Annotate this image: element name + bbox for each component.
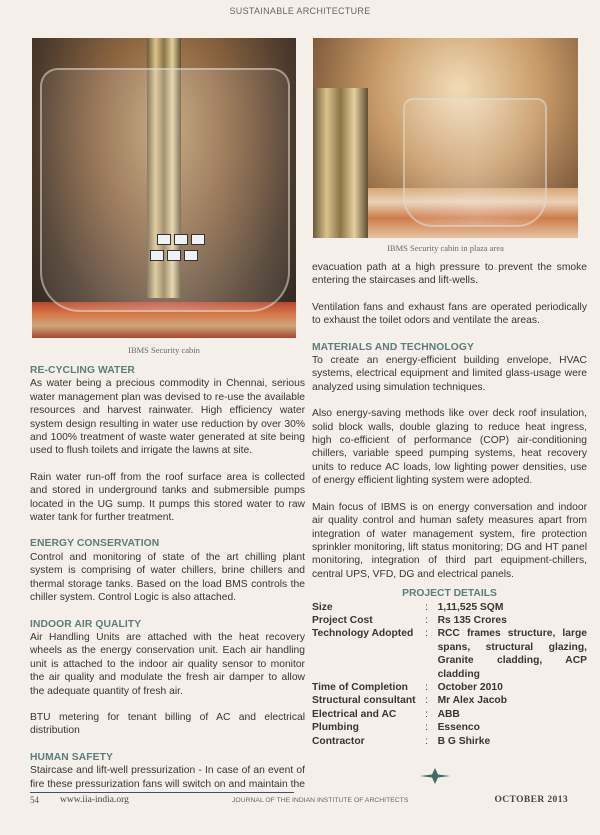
issue-date: OCTOBER 2013: [494, 795, 568, 805]
project-details-row: [312, 721, 587, 734]
photo-monitor: [191, 234, 205, 245]
photo-security-cabin: [32, 38, 296, 338]
detail-label: Electrical and AC: [312, 708, 397, 720]
project-details-title: PROJECT DETAILS: [402, 588, 497, 600]
detail-value: Essenco: [437, 722, 480, 734]
detail-label: Plumbing: [312, 722, 359, 734]
photo-monitor: [184, 250, 198, 261]
project-details-row: [312, 735, 587, 748]
section-heading-recycling-water: RE-CYCLING WATER: [30, 365, 135, 376]
paragraph: Also energy-saving methods like over deck roof insulation, solid block walls, double glazing to reduce heat ingress, high co-efficient of performance (COP) air-conditioning chillers, variable speed pumping systems, heat recovery units to reduce AC loads, low lighting power densities, use of energy efficient lighting system were adopted.: [312, 408, 587, 487]
paragraph: Staircase and lift-well pressurization - In case of an event of fire these pressurization fans will switch on and maintain the: [30, 765, 305, 790]
detail-label: Contractor: [312, 735, 365, 747]
detail-separator: :: [425, 628, 428, 640]
project-details-row: [312, 694, 587, 707]
photo-monitor: [157, 234, 171, 245]
project-details-row: [312, 627, 587, 681]
detail-value: RCC frames structure, large spans, structural glazing, Granite cladding, ACP cladding: [437, 628, 587, 680]
journal-name: JOURNAL OF THE INDIAN INSTITUTE OF ARCHITECTS: [232, 797, 409, 804]
paragraph: To create an energy-efficient building envelope, HVAC systems, electrical equipment and limited glass-usage were analyzed using simulation techniques.: [312, 355, 587, 393]
detail-label: Technology Adopted: [312, 628, 414, 640]
figure-caption: IBMS Security cabin: [128, 345, 200, 355]
detail-label: Structural consultant: [312, 695, 416, 707]
detail-value: October 2010: [437, 681, 503, 693]
footer-rule: [30, 792, 294, 793]
paragraph: Air Handling Units are attached with the heat recovery wheels as the energy conservation unit. Each air handling unit is attached to the indoor air quality sensor to monitor the air quality and modulate the fresh air damper to allow the adequate quantity of fresh air.: [30, 631, 305, 697]
detail-value: Mr Alex Jacob: [437, 695, 507, 707]
detail-separator: :: [425, 722, 428, 734]
paragraph: Rain water run-off from the roof surface area is collected and stored in underground tanks and submersible pumps located in the UG sump. It pumps this stored water to raw water tank for further treatment.: [30, 471, 305, 524]
detail-value: B G Shirke: [437, 735, 491, 747]
photo-monitor: [150, 250, 164, 261]
paragraph-continued: evacuation path at a high pressure to prevent the smoke entering the staircases and lift-wells.: [312, 262, 587, 287]
section-heading-human-safety: HUMAN SAFETY: [30, 751, 114, 763]
project-details-row: [312, 681, 587, 694]
paragraph: Main focus of IBMS is on energy conversation and indoor air quality control and human safety measures apart from integration of water management system, fire protection sprinkler monitoring, lift status monitoring; DG and HT panel monitoring, integration of third part equipment-chillers, central UPS, VFD, DG and electrical panels.: [312, 501, 587, 580]
paragraph: As water being a precious commodity in Chennai, serious water management plan was devised to re-use the available resources and harvest rainwater. High efficiency water system design resulting in water use reduction by over 30% and 100% treatment of waste water generated at site being used to flush toilets and irrigate the lawns at site.: [30, 378, 305, 457]
figure-caption: IBMS Security cabin in plaza area: [387, 243, 504, 253]
photo-security-cabin-plaza: [313, 38, 578, 238]
website-link[interactable]: www.iia-india.org: [60, 795, 129, 805]
detail-label: Project Cost: [312, 614, 373, 626]
running-head: SUSTAINABLE ARCHITECTURE: [229, 6, 371, 16]
detail-separator: :: [425, 614, 428, 626]
photo-pillar: [313, 88, 368, 238]
photo-glass-cabin: [40, 68, 290, 312]
section-heading-indoor-air-quality: INDOOR AIR QUALITY: [30, 618, 142, 630]
detail-separator: :: [425, 708, 428, 720]
paragraph: Control and monitoring of state of the art chilling plant system is comprising of water chillers, brine chillers and thermal storage tanks. Based on the load BMS controls the chiller system. Control Logic is also attached.: [30, 551, 305, 604]
detail-label: Size: [312, 601, 333, 613]
project-details-table: [312, 601, 587, 748]
detail-separator: :: [425, 695, 428, 707]
page-number: 54: [30, 795, 39, 805]
photo-monitor: [167, 250, 181, 261]
project-details-row: [312, 708, 587, 721]
paragraph: Ventilation fans and exhaust fans are operated periodically to exhaust the toilet odors and ventilate the areas.: [312, 301, 587, 327]
paragraph: BTU metering for tenant billing of AC and electrical distribution: [30, 711, 305, 737]
ornament-icon: [420, 766, 450, 786]
column-right: [312, 261, 587, 748]
detail-separator: :: [425, 735, 428, 747]
photo-glass-cabin: [403, 98, 547, 227]
project-details-row: [312, 601, 587, 614]
detail-separator: :: [425, 601, 428, 613]
detail-separator: :: [425, 681, 428, 693]
detail-value: Rs 135 Crores: [437, 614, 507, 626]
photo-monitor: [174, 234, 188, 245]
detail-label: Time of Completion: [312, 681, 408, 693]
detail-value: 1,11,525 SQM: [437, 601, 504, 613]
project-details-row: [312, 614, 587, 627]
section-heading-energy-conservation: ENERGY CONSERVATION: [30, 538, 160, 550]
detail-value: ABB: [437, 708, 460, 720]
section-heading-materials-technology: MATERIALS AND TECHNOLOGY: [312, 341, 474, 353]
column-left: [30, 364, 305, 791]
